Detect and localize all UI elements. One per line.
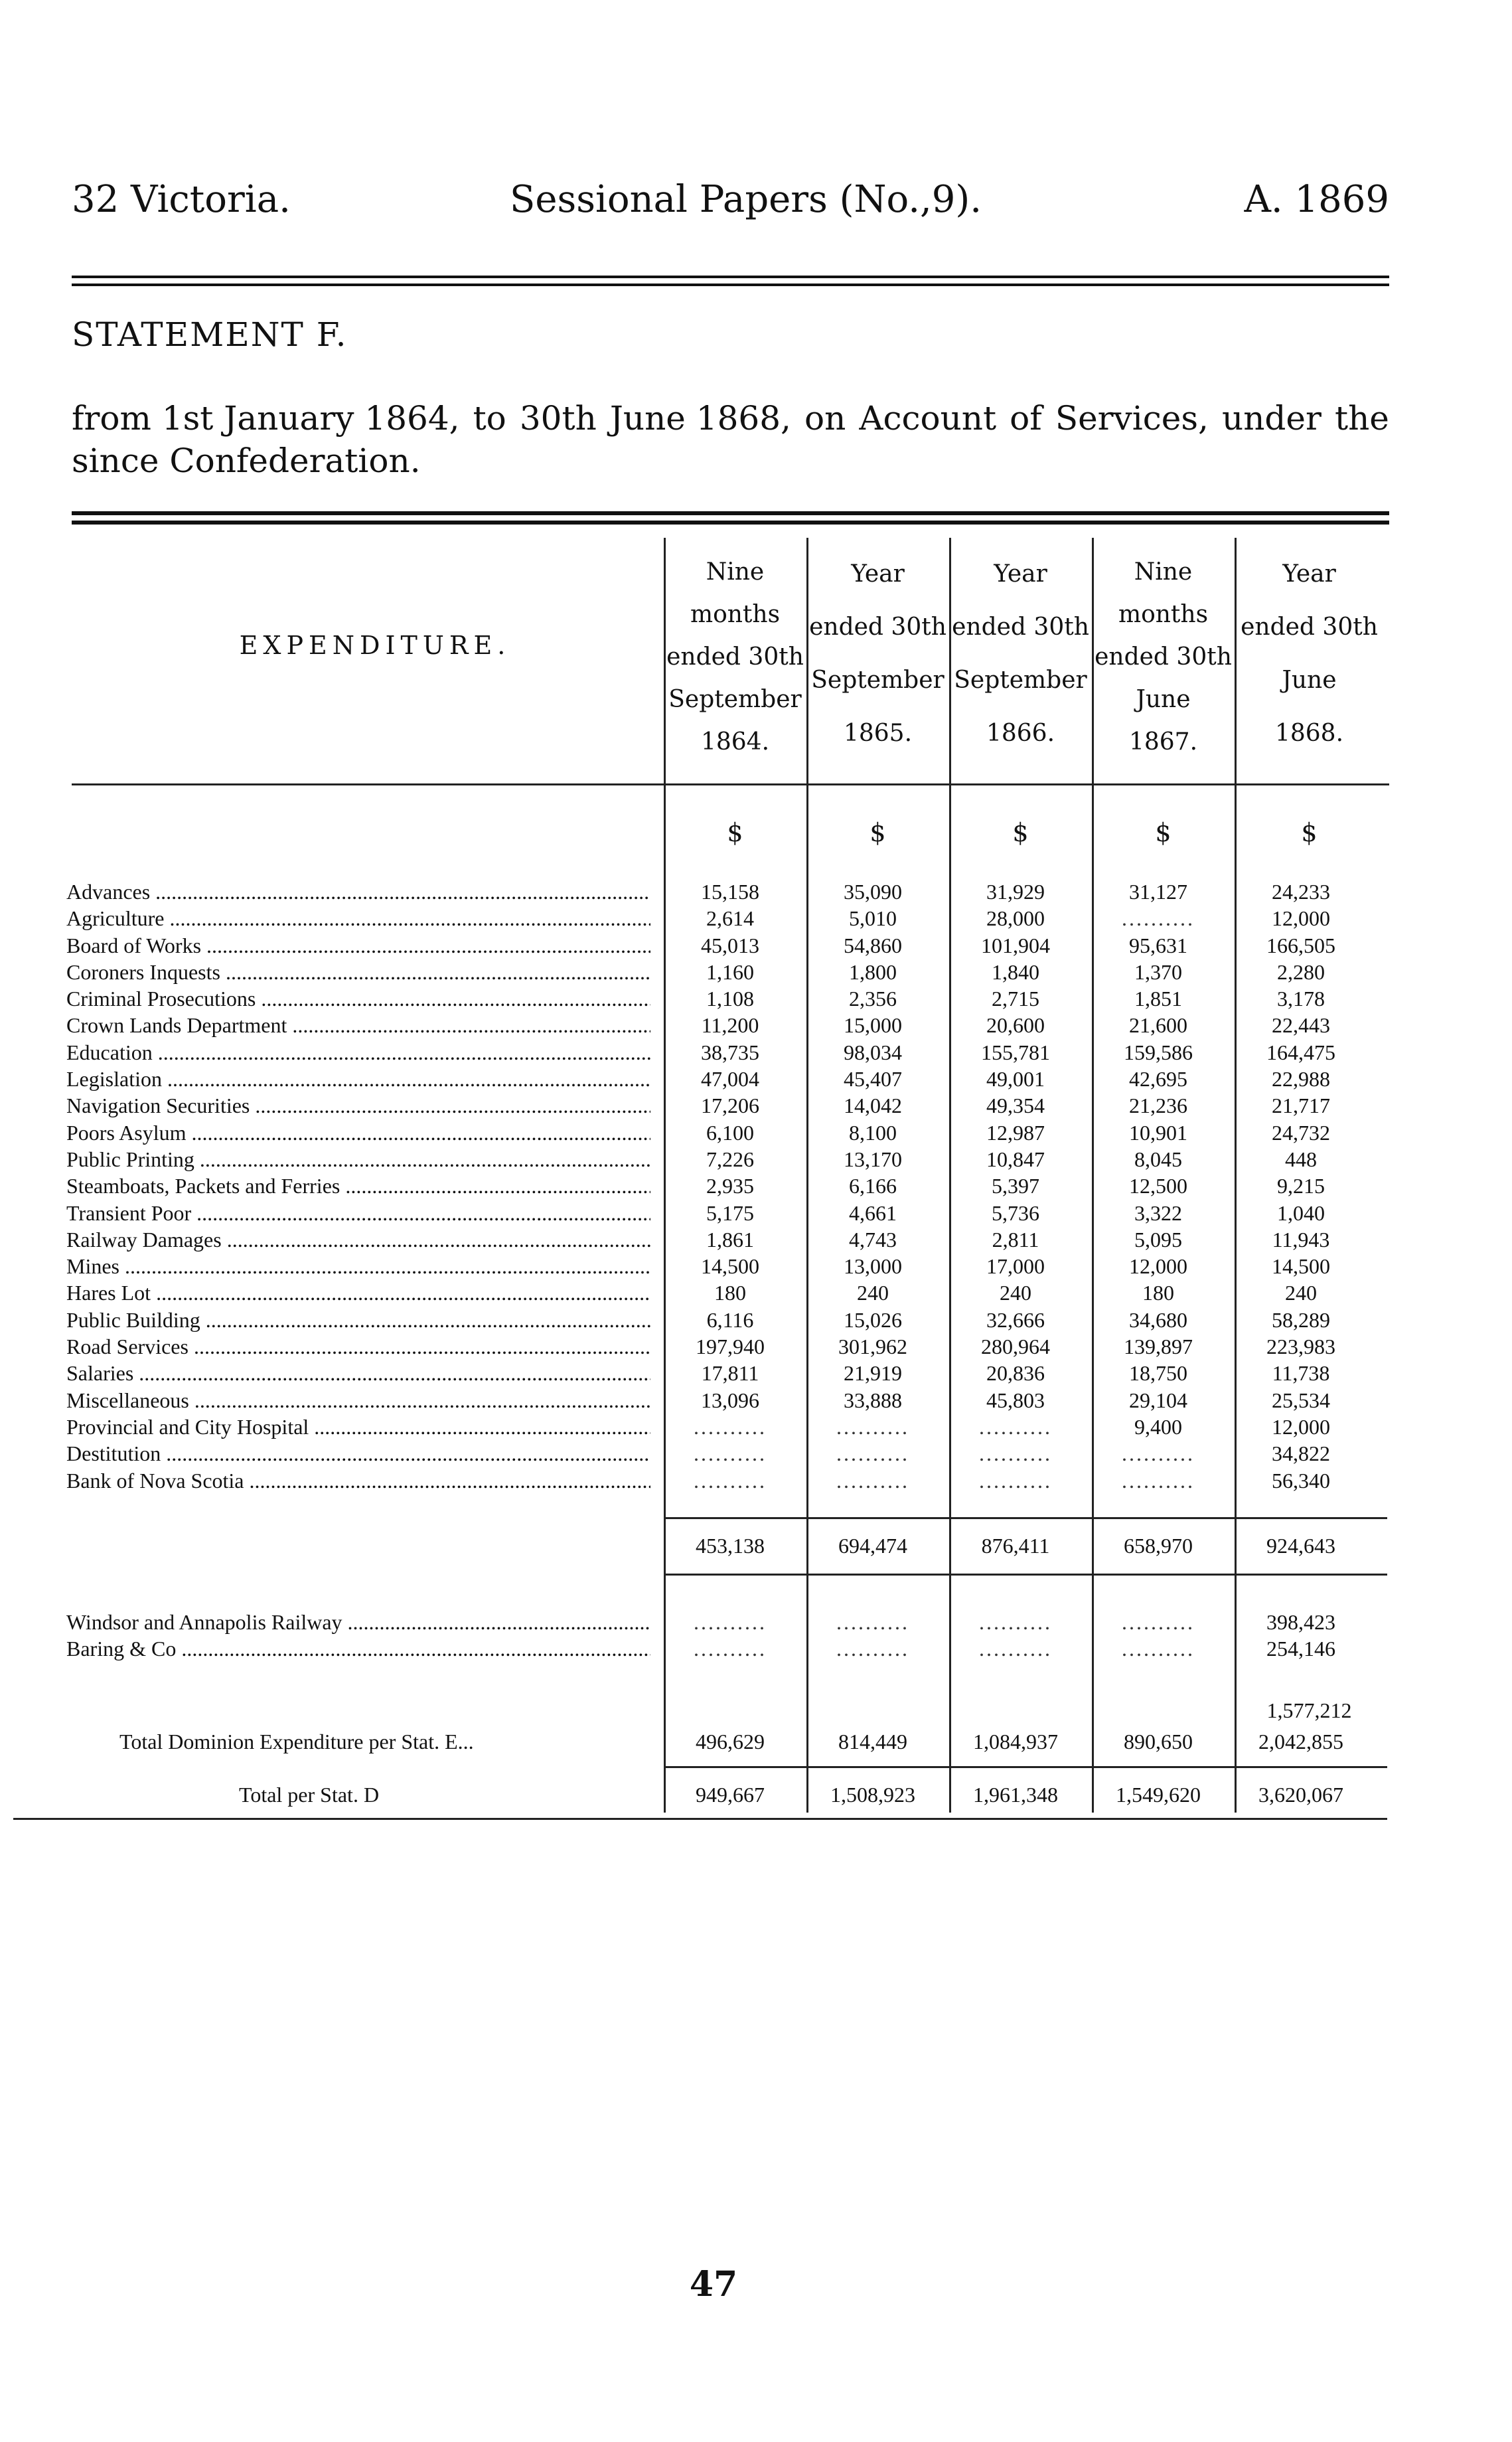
expense-value: 35,090 bbox=[844, 880, 902, 904]
expense-value: 1,370 bbox=[1134, 959, 1182, 984]
expense-value: 45,803 bbox=[986, 1388, 1045, 1412]
currency-1864: $ bbox=[727, 818, 743, 847]
expense-value: .......... bbox=[979, 1468, 1052, 1493]
expense-value: 15,026 bbox=[844, 1307, 902, 1332]
expense-value: 5,736 bbox=[992, 1200, 1039, 1225]
expense-value: 45,013 bbox=[701, 933, 759, 957]
expense-value: 5,010 bbox=[849, 906, 897, 931]
expense-label: Poors Asylum ..... bbox=[66, 1121, 650, 1145]
expense-value: 14,500 bbox=[1272, 1254, 1330, 1279]
statement-title: STATEMENT F. bbox=[72, 315, 348, 354]
expense-value: 17,811 bbox=[701, 1361, 759, 1386]
expense-value: 159,586 bbox=[1124, 1040, 1193, 1064]
extra-value: .......... bbox=[836, 1610, 909, 1634]
expense-value: 9,215 bbox=[1277, 1174, 1325, 1198]
expense-value: 180 bbox=[714, 1281, 746, 1305]
expense-label: Provincial and City Hospital ..... bbox=[66, 1415, 650, 1439]
expense-value: 240 bbox=[857, 1281, 889, 1305]
expense-label: Public Building ..... bbox=[66, 1308, 650, 1333]
currency-1865: $ bbox=[869, 818, 886, 847]
expense-value: 22,988 bbox=[1272, 1067, 1330, 1092]
expense-label: Crown Lands Department ..... bbox=[66, 1013, 650, 1038]
expense-value: 21,717 bbox=[1272, 1094, 1330, 1118]
expense-value: 5,397 bbox=[992, 1174, 1039, 1198]
expense-value: 2,811 bbox=[992, 1227, 1039, 1252]
expense-value: 301,962 bbox=[838, 1335, 907, 1359]
expense-value: .......... bbox=[836, 1468, 909, 1493]
expense-value: 47,004 bbox=[701, 1067, 759, 1092]
expense-row bbox=[66, 1094, 1387, 1120]
expense-row bbox=[66, 1388, 1387, 1415]
extra-label: Baring & Co ..... bbox=[66, 1637, 650, 1661]
expense-row bbox=[66, 960, 1387, 987]
expense-value: 1,160 bbox=[706, 959, 754, 984]
currency-1867: $ bbox=[1155, 818, 1172, 847]
expense-value: 223,983 bbox=[1266, 1335, 1335, 1359]
expense-value: 18,750 bbox=[1129, 1361, 1187, 1386]
extra-value: .......... bbox=[979, 1610, 1052, 1634]
total-stat_d-value: 949,667 bbox=[696, 1783, 765, 1807]
total-dominion-value: 2,042,855 bbox=[1258, 1730, 1343, 1753]
total-stat_d-label: Total per Stat. D bbox=[239, 1783, 380, 1807]
page-number: 47 bbox=[689, 2264, 738, 2305]
total-stat_d-row bbox=[66, 1783, 1387, 1812]
expense-value: 166,505 bbox=[1266, 933, 1335, 957]
expense-row bbox=[66, 1254, 1387, 1281]
expense-label: Transient Poor ..... bbox=[66, 1201, 650, 1226]
expenditure-rows bbox=[66, 880, 1387, 1495]
expense-value: 1,861 bbox=[706, 1227, 754, 1252]
currency-1866: $ bbox=[1012, 818, 1029, 847]
expense-value: 4,661 bbox=[849, 1200, 897, 1225]
expense-value: 3,322 bbox=[1134, 1200, 1182, 1225]
expense-value: 29,104 bbox=[1129, 1388, 1187, 1412]
expense-value: 12,500 bbox=[1129, 1174, 1187, 1198]
expense-value: 14,500 bbox=[701, 1254, 759, 1279]
expense-value: 448 bbox=[1285, 1147, 1317, 1171]
subtotal-rule-bottom bbox=[664, 1574, 1387, 1576]
expense-value: 21,919 bbox=[844, 1361, 902, 1386]
expense-row bbox=[66, 1335, 1387, 1361]
expense-value: 20,600 bbox=[986, 1013, 1045, 1038]
table-bottom-rule bbox=[13, 1818, 1387, 1820]
expense-label: Education ..... bbox=[66, 1040, 650, 1065]
expense-value: 54,860 bbox=[844, 933, 902, 957]
expense-row bbox=[66, 1201, 1387, 1228]
subtitle-line-2: since Confederation. bbox=[72, 442, 421, 480]
expense-value: 164,475 bbox=[1266, 1040, 1335, 1064]
extra-row bbox=[66, 1610, 1387, 1637]
expenditure-heading: EXPENDITURE. bbox=[239, 631, 511, 660]
expense-value: 101,904 bbox=[981, 933, 1050, 957]
expense-row bbox=[66, 1174, 1387, 1200]
expense-row bbox=[66, 1040, 1387, 1067]
subtotal-value: 658,970 bbox=[1124, 1534, 1193, 1558]
expense-row bbox=[66, 1469, 1387, 1495]
expense-value: .......... bbox=[1122, 1441, 1195, 1466]
subtotal-value: 453,138 bbox=[696, 1534, 765, 1558]
extra-row bbox=[66, 1637, 1387, 1663]
expense-value: 13,096 bbox=[701, 1388, 759, 1412]
expense-label: Mines ..... bbox=[66, 1254, 650, 1279]
extra-value: .......... bbox=[1122, 1637, 1195, 1661]
expense-value: 10,901 bbox=[1129, 1120, 1187, 1145]
expense-value: 2,935 bbox=[706, 1174, 754, 1198]
subtotal-rule bbox=[664, 1517, 1387, 1519]
last-col-sum: 1,577,212 bbox=[1266, 1698, 1352, 1722]
expense-value: 31,127 bbox=[1129, 880, 1187, 904]
header-year: A. 1869 bbox=[1244, 178, 1389, 221]
expense-label: Coroners Inquests ..... bbox=[66, 960, 650, 985]
expense-value: 21,236 bbox=[1129, 1094, 1187, 1118]
expense-value: 6,116 bbox=[706, 1307, 754, 1332]
expense-value: 15,158 bbox=[701, 880, 759, 904]
extra-value: .......... bbox=[979, 1637, 1052, 1661]
expense-value: 33,888 bbox=[844, 1388, 902, 1412]
expense-value: 1,840 bbox=[992, 959, 1039, 984]
expense-label: Steamboats, Packets and Ferries ..... bbox=[66, 1174, 650, 1198]
expense-value: 11,943 bbox=[1272, 1227, 1330, 1252]
total-divider bbox=[664, 1766, 1387, 1768]
expense-value: .......... bbox=[1122, 1468, 1195, 1493]
expense-row bbox=[66, 987, 1387, 1013]
expense-value: 15,000 bbox=[844, 1013, 902, 1038]
expense-value: 42,695 bbox=[1129, 1067, 1187, 1092]
expense-row bbox=[66, 1441, 1387, 1468]
expense-value: 17,000 bbox=[986, 1254, 1045, 1279]
total-dominion-label: Total Dominion Expenditure per Stat. E... bbox=[119, 1730, 474, 1753]
expense-value: 24,233 bbox=[1272, 880, 1330, 904]
expense-value: 34,822 bbox=[1272, 1441, 1330, 1466]
expense-label: Railway Damages ..... bbox=[66, 1228, 650, 1252]
extra-rows bbox=[66, 1610, 1387, 1664]
col-head-1866: Year ended 30th September 1866. bbox=[952, 560, 1089, 747]
expense-value: 34,680 bbox=[1129, 1307, 1187, 1332]
total-stat_d-value: 3,620,067 bbox=[1258, 1783, 1343, 1807]
extra-value: 254,146 bbox=[1266, 1637, 1335, 1661]
expense-value: 1,851 bbox=[1134, 987, 1182, 1011]
expense-value: 11,200 bbox=[701, 1013, 759, 1038]
expense-value: 12,000 bbox=[1129, 1254, 1187, 1279]
expense-value: 13,000 bbox=[844, 1254, 902, 1279]
expense-label: Criminal Prosecutions ..... bbox=[66, 987, 650, 1011]
extra-value: .......... bbox=[836, 1637, 909, 1661]
expense-value: 28,000 bbox=[986, 906, 1045, 931]
statement-subtitle bbox=[72, 397, 1389, 482]
expense-value: 139,897 bbox=[1124, 1335, 1193, 1359]
expense-value: 5,095 bbox=[1134, 1227, 1182, 1252]
extra-label: Windsor and Annapolis Railway ..... bbox=[66, 1610, 650, 1635]
subtotal-value: 876,411 bbox=[981, 1534, 1050, 1558]
expense-label: Miscellaneous ..... bbox=[66, 1388, 650, 1413]
expense-value: 197,940 bbox=[696, 1335, 765, 1359]
expense-value: 13,170 bbox=[844, 1147, 902, 1171]
expense-value: 240 bbox=[1000, 1281, 1031, 1305]
currency-1868: $ bbox=[1301, 818, 1318, 847]
expense-value: 17,206 bbox=[701, 1094, 759, 1118]
expense-value: 11,738 bbox=[1272, 1361, 1330, 1386]
expense-value: 8,100 bbox=[849, 1120, 897, 1145]
total-stat_d-value: 1,961,348 bbox=[973, 1783, 1058, 1807]
subtotal-value: 694,474 bbox=[838, 1534, 907, 1558]
subtotal-value: 924,643 bbox=[1266, 1534, 1335, 1558]
expense-value: .......... bbox=[836, 1414, 909, 1439]
expense-value: 9,400 bbox=[1134, 1414, 1182, 1439]
expense-value: .......... bbox=[836, 1441, 909, 1466]
expense-row bbox=[66, 1308, 1387, 1335]
expense-row bbox=[66, 906, 1387, 933]
expense-value: 38,735 bbox=[701, 1040, 759, 1064]
expense-value: 2,356 bbox=[849, 987, 897, 1011]
expense-label: Public Printing ..... bbox=[66, 1147, 650, 1172]
header-session: 32 Victoria. bbox=[72, 178, 291, 221]
expense-value: 49,354 bbox=[986, 1094, 1045, 1118]
header-rule-bottom bbox=[72, 284, 1389, 286]
expense-value: 45,407 bbox=[844, 1067, 902, 1092]
expense-value: 58,289 bbox=[1272, 1307, 1330, 1332]
expense-value: 12,000 bbox=[1272, 906, 1330, 931]
col-head-1868: Year ended 30th June 1868. bbox=[1241, 560, 1378, 747]
expense-label: Destitution ..... bbox=[66, 1441, 650, 1466]
expense-row bbox=[66, 880, 1387, 906]
expense-value: 21,600 bbox=[1129, 1013, 1187, 1038]
expense-row bbox=[66, 1013, 1387, 1040]
table-top-rule-2 bbox=[72, 521, 1389, 525]
expense-value: .......... bbox=[694, 1441, 767, 1466]
col-head-1864: Nine months ended 30th September 1864. bbox=[666, 558, 804, 756]
expense-value: 32,666 bbox=[986, 1307, 1045, 1332]
expense-value: .......... bbox=[979, 1414, 1052, 1439]
expense-value: 24,732 bbox=[1272, 1120, 1330, 1145]
expense-value: 155,781 bbox=[981, 1040, 1050, 1064]
extra-value: .......... bbox=[1122, 1610, 1195, 1634]
expense-value: .......... bbox=[694, 1468, 767, 1493]
expense-value: 280,964 bbox=[981, 1335, 1050, 1359]
expense-row bbox=[66, 1121, 1387, 1147]
expense-value: 10,847 bbox=[986, 1147, 1045, 1171]
header-rule-top bbox=[72, 276, 1389, 278]
total-dominion-value: 496,629 bbox=[696, 1730, 765, 1753]
expense-row bbox=[66, 1067, 1387, 1094]
expense-value: 25,534 bbox=[1272, 1388, 1330, 1412]
expense-label: Road Services ..... bbox=[66, 1335, 650, 1359]
total-stat_d-value: 1,508,923 bbox=[830, 1783, 915, 1807]
expense-value: 2,614 bbox=[706, 906, 754, 931]
expense-row bbox=[66, 1228, 1387, 1254]
expense-label: Board of Works ..... bbox=[66, 934, 650, 958]
expense-value: 240 bbox=[1285, 1281, 1317, 1305]
expense-value: 56,340 bbox=[1272, 1468, 1330, 1493]
extra-value: .......... bbox=[694, 1637, 767, 1661]
expense-value: 12,000 bbox=[1272, 1414, 1330, 1439]
expense-row bbox=[66, 1281, 1387, 1307]
expense-value: 3,178 bbox=[1277, 987, 1325, 1011]
expense-value: 1,800 bbox=[849, 959, 897, 984]
expense-value: 31,929 bbox=[986, 880, 1045, 904]
total-dominion-value: 890,650 bbox=[1124, 1730, 1193, 1753]
total-stat_d-value: 1,549,620 bbox=[1116, 1783, 1201, 1807]
expense-value: 1,040 bbox=[1277, 1200, 1325, 1225]
expense-label: Advances ..... bbox=[66, 880, 650, 904]
expense-row bbox=[66, 1415, 1387, 1441]
expense-value: 6,100 bbox=[706, 1120, 754, 1145]
expense-label: Navigation Securities ..... bbox=[66, 1094, 650, 1118]
expense-row bbox=[66, 934, 1387, 960]
expense-value: 12,987 bbox=[986, 1120, 1045, 1145]
expense-value: 5,175 bbox=[706, 1200, 754, 1225]
expense-value: 4,743 bbox=[849, 1227, 897, 1252]
expense-label: Bank of Nova Scotia ..... bbox=[66, 1469, 650, 1493]
expense-label: Agriculture ..... bbox=[66, 906, 650, 931]
expense-row bbox=[66, 1361, 1387, 1388]
expense-value: 8,045 bbox=[1134, 1147, 1182, 1171]
expense-label: Hares Lot ..... bbox=[66, 1281, 650, 1305]
expense-label: Salaries ..... bbox=[66, 1361, 650, 1386]
expense-label: Legislation ..... bbox=[66, 1067, 650, 1092]
table-top-rule-1 bbox=[72, 511, 1389, 515]
expense-value: .......... bbox=[1122, 906, 1195, 931]
page-header bbox=[72, 178, 1389, 231]
header-papers: Sessional Papers (No.,9). bbox=[510, 178, 982, 221]
header-bottom-rule bbox=[72, 783, 1389, 785]
col-head-1867: Nine months ended 30th June 1867. bbox=[1095, 558, 1232, 756]
extra-value: 398,423 bbox=[1266, 1610, 1335, 1634]
expense-value: 2,715 bbox=[992, 987, 1039, 1011]
expense-value: 180 bbox=[1142, 1281, 1174, 1305]
expense-value: 98,034 bbox=[844, 1040, 902, 1064]
expense-value: 20,836 bbox=[986, 1361, 1045, 1386]
expense-value: .......... bbox=[694, 1414, 767, 1439]
expense-value: 22,443 bbox=[1272, 1013, 1330, 1038]
expense-value: .......... bbox=[979, 1441, 1052, 1466]
total-dominion-row bbox=[66, 1730, 1387, 1759]
expense-row bbox=[66, 1147, 1387, 1174]
col-head-1865: Year ended 30th September 1865. bbox=[809, 560, 946, 747]
subtitle-line-1: from 1st January 1864, to 30th June 1868, on Account of Services, under the bbox=[72, 399, 1389, 438]
expense-value: 1,108 bbox=[706, 987, 754, 1011]
expense-value: 95,631 bbox=[1129, 933, 1187, 957]
expense-value: 6,166 bbox=[849, 1174, 897, 1198]
expense-value: 2,280 bbox=[1277, 959, 1325, 984]
extra-value: .......... bbox=[694, 1610, 767, 1634]
total-dominion-value: 1,084,937 bbox=[973, 1730, 1058, 1753]
expense-value: 49,001 bbox=[986, 1067, 1045, 1092]
expense-value: 7,226 bbox=[706, 1147, 754, 1171]
total-dominion-value: 814,449 bbox=[838, 1730, 907, 1753]
expense-value: 14,042 bbox=[844, 1094, 902, 1118]
